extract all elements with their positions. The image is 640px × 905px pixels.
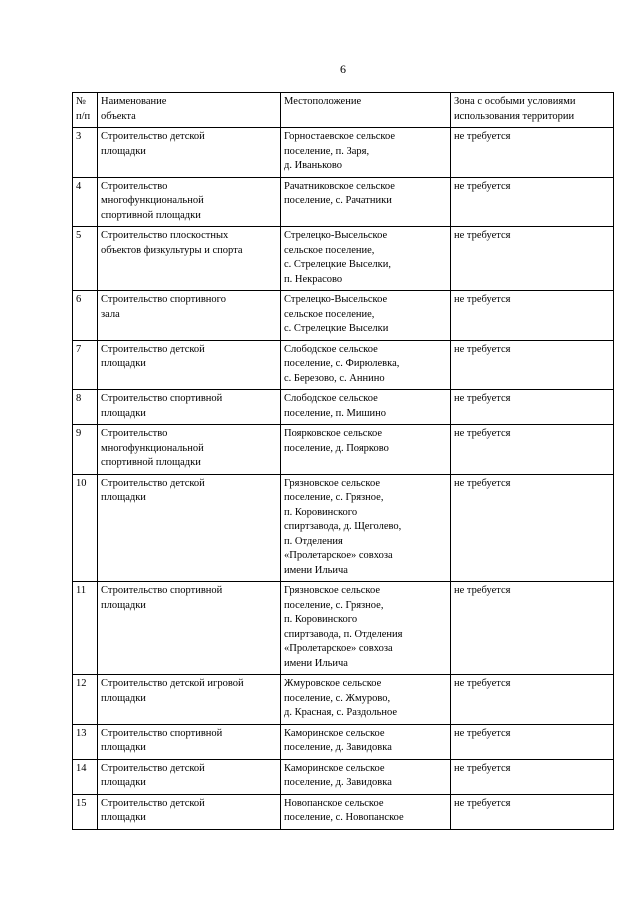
cell-name: Строительство спортивной площадки xyxy=(98,582,281,675)
page-number: 6 xyxy=(340,62,346,76)
cell-num: 14 xyxy=(73,759,98,794)
cell-location: Жмуровское сельское поселение, с. Жмурово, д. Красная, с. Раздольное xyxy=(281,675,451,725)
header-location: Местоположение xyxy=(281,93,451,128)
cell-name: Строительство многофункциональной спортивной площадки xyxy=(98,177,281,227)
header-name: Наименование объекта xyxy=(98,93,281,128)
cell-location: Стрелецко-Высельское сельское поселение, с. Стрелецкие Выселки, п. Некрасово xyxy=(281,227,451,291)
cell-location: Стрелецко-Высельское сельское поселение, с. Стрелецкие Выселки xyxy=(281,291,451,341)
cell-location: Грязновское сельское поселение, с. Грязное, п. Коровинского спиртзавода, д. Щеголево, п. Отделения «Пролетарское» совхоза имени Ильича xyxy=(281,474,451,582)
header-num: № п/п xyxy=(73,93,98,128)
cell-name: Строительство детской площадки xyxy=(98,340,281,390)
cell-zone: не требуется xyxy=(451,128,614,178)
cell-name: Строительство спортивной площадки xyxy=(98,724,281,759)
table-row xyxy=(73,390,614,425)
cell-name: Строительство детской площадки xyxy=(98,794,281,829)
cell-num: 7 xyxy=(73,340,98,390)
cell-num: 8 xyxy=(73,390,98,425)
cell-location: Грязновское сельское поселение, с. Грязное, п. Коровинского спиртзавода, п. Отделения «Пролетарское» совхоза имени Ильича xyxy=(281,582,451,675)
table-row xyxy=(73,724,614,759)
cell-zone: не требуется xyxy=(451,474,614,582)
cell-zone: не требуется xyxy=(451,227,614,291)
table-row xyxy=(73,128,614,178)
cell-location: Рачатниковское сельское поселение, с. Рачатники xyxy=(281,177,451,227)
objects-table xyxy=(72,92,614,830)
cell-location: Горностаевское сельское поселение, п. Заря, д. Иваньково xyxy=(281,128,451,178)
cell-zone: не требуется xyxy=(451,390,614,425)
cell-zone: не требуется xyxy=(451,291,614,341)
cell-zone: не требуется xyxy=(451,724,614,759)
cell-num: 11 xyxy=(73,582,98,675)
cell-name: Строительство плоскостных объектов физкультуры и спорта xyxy=(98,227,281,291)
header-zone: Зона с особыми условиями использования территории xyxy=(451,93,614,128)
table-row xyxy=(73,675,614,725)
table-row xyxy=(73,227,614,291)
cell-zone: не требуется xyxy=(451,794,614,829)
cell-name: Строительство многофункциональной спортивной площадки xyxy=(98,425,281,475)
table-row xyxy=(73,177,614,227)
cell-zone: не требуется xyxy=(451,340,614,390)
cell-location: Поярковское сельское поселение, д. Поярково xyxy=(281,425,451,475)
cell-location: Слободское сельское поселение, с. Фирюлевка, с. Березово, с. Аннино xyxy=(281,340,451,390)
cell-zone: не требуется xyxy=(451,582,614,675)
cell-name: Строительство спортивного зала xyxy=(98,291,281,341)
table-header-row xyxy=(73,93,614,128)
cell-location: Слободское сельское поселение, п. Мишино xyxy=(281,390,451,425)
cell-num: 4 xyxy=(73,177,98,227)
cell-num: 9 xyxy=(73,425,98,475)
cell-num: 6 xyxy=(73,291,98,341)
cell-name: Строительство детской площадки xyxy=(98,474,281,582)
table-row xyxy=(73,474,614,582)
cell-location: Новопанское сельское поселение, с. Новопанское xyxy=(281,794,451,829)
cell-zone: не требуется xyxy=(451,759,614,794)
cell-name: Строительство детской площадки xyxy=(98,128,281,178)
table-row xyxy=(73,759,614,794)
cell-num: 3 xyxy=(73,128,98,178)
cell-zone: не требуется xyxy=(451,675,614,725)
table-row xyxy=(73,291,614,341)
cell-name: Строительство детской площадки xyxy=(98,759,281,794)
table-row xyxy=(73,425,614,475)
table-row xyxy=(73,794,614,829)
cell-num: 5 xyxy=(73,227,98,291)
cell-num: 12 xyxy=(73,675,98,725)
table-row xyxy=(73,582,614,675)
cell-name: Строительство детской игровой площадки xyxy=(98,675,281,725)
cell-location: Каморинское сельское поселение, д. Завидовка xyxy=(281,759,451,794)
cell-num: 15 xyxy=(73,794,98,829)
cell-zone: не требуется xyxy=(451,425,614,475)
cell-location: Каморинское сельское поселение, д. Завидовка xyxy=(281,724,451,759)
cell-name: Строительство спортивной площадки xyxy=(98,390,281,425)
table-row xyxy=(73,340,614,390)
cell-zone: не требуется xyxy=(451,177,614,227)
cell-num: 10 xyxy=(73,474,98,582)
cell-num: 13 xyxy=(73,724,98,759)
